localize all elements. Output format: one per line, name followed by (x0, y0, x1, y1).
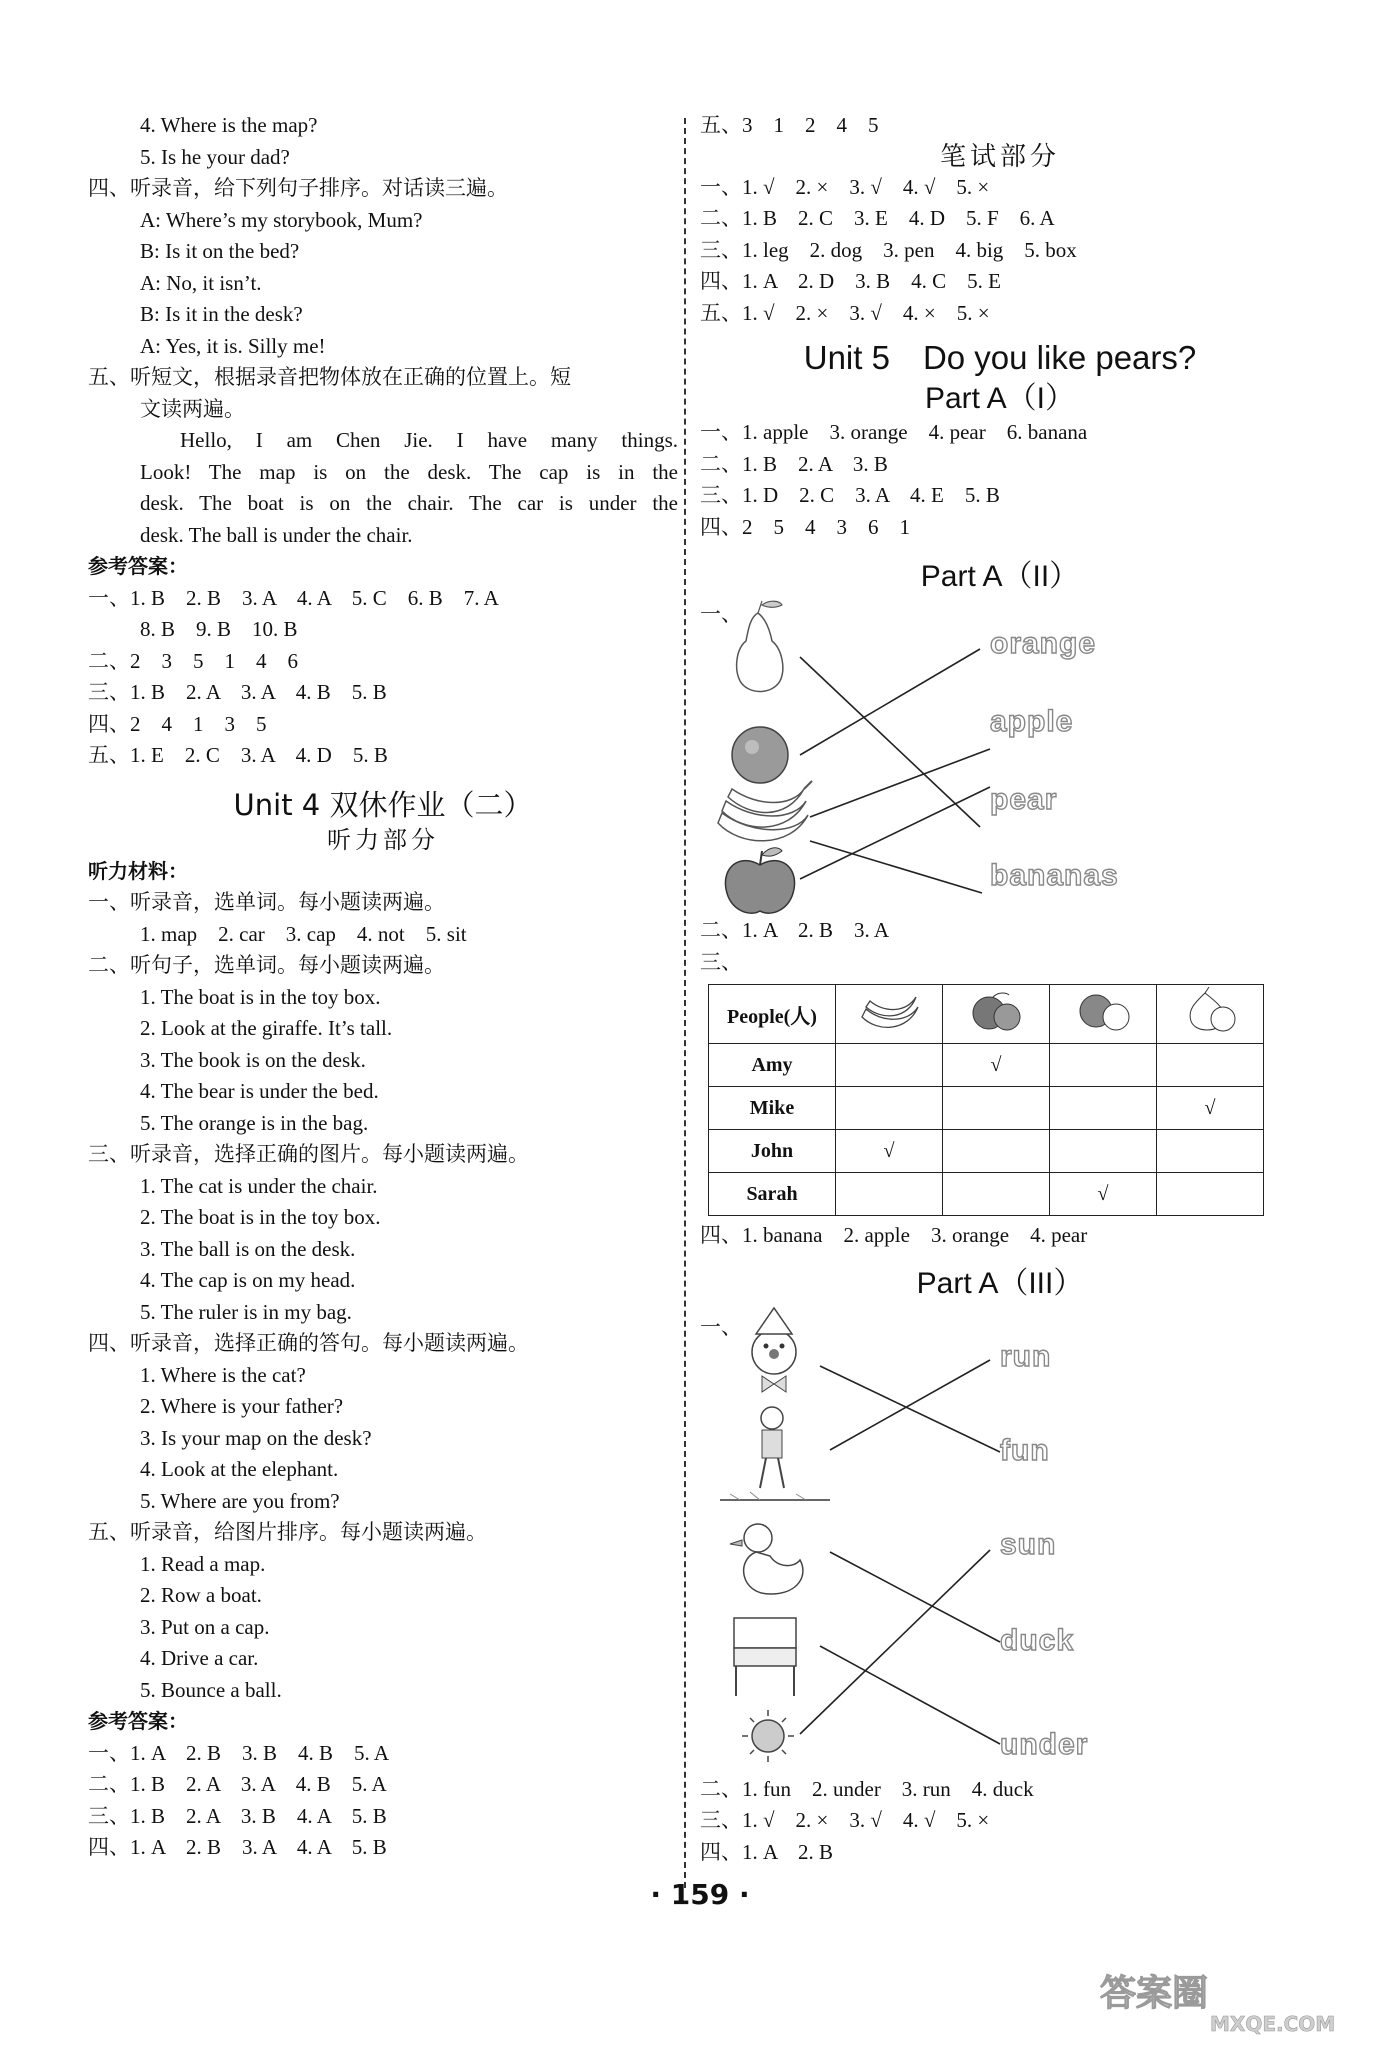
answer-line: 四、1. A 2. B 3. A 4. A 5. B (88, 1835, 387, 1859)
item-line: 1. map 2. car 3. cap 4. not 5. sit (140, 921, 467, 946)
word-run: run (1000, 1339, 1052, 1373)
page-number: · 159 · (650, 1878, 750, 1911)
watermark-text: 答案圈 (1100, 1973, 1209, 2014)
part-title: Part A（I） (924, 382, 1076, 415)
sun-icon (742, 1710, 794, 1762)
item-line: 2. Row a boat. (140, 1583, 262, 1607)
part-title: Part A（III） (916, 1266, 1084, 1300)
item-line: 5. Bounce a ball. (140, 1677, 282, 1702)
match-line (820, 1366, 1000, 1452)
paragraph-line: desk. The boat is on the chair. The car is under the (140, 491, 678, 515)
answer-line: 二、1. B 2. C 3. E 4. D 5. F 6. A (700, 206, 1055, 230)
section-label: 一、 (700, 1314, 742, 1339)
item-line: 1. The boat is in the toy box. (140, 984, 381, 1009)
item-line: 2. Where is your father? (140, 1394, 344, 1418)
answer-line: 四、1. banana 2. apple 3. orange 4. pear (700, 1223, 1088, 1247)
column-divider (684, 118, 686, 1888)
section-heading: 四、听录音，选择正确的答句。每小题读两遍。 (88, 1331, 529, 1355)
row-name: Mike (709, 1087, 836, 1130)
pear-icon (1157, 985, 1264, 1044)
orange-icon (1050, 985, 1157, 1044)
item-line: 5. The ruler is in my bag. (140, 1299, 352, 1324)
answer-line: 三、1. B 2. A 3. A 4. B 5. B (88, 680, 387, 704)
unit-title: Unit 5 Do you like pears? (803, 339, 1197, 376)
duck-icon (730, 1524, 803, 1594)
section-heading: 文读两遍。 (140, 396, 245, 421)
written-title: 笔试部分 (939, 141, 1060, 172)
answer-line: 二、1. fun 2. under 3. run 4. duck (700, 1776, 1034, 1801)
answer-line: 8. B 9. B 10. B (140, 617, 298, 641)
match-line (800, 787, 990, 879)
section-label: 一、 (700, 602, 742, 626)
pear-icon (737, 601, 783, 692)
word-under: under (1000, 1727, 1089, 1761)
row-name: Sarah (709, 1173, 836, 1216)
text-line: 5. Is he your dad? (140, 144, 290, 169)
paragraph-line: desk. The ball is under the chair. (140, 522, 413, 547)
tick-mark: √ (836, 1130, 943, 1173)
fruit-preference-table (708, 984, 1264, 1216)
answer-line: 四、2 5 4 3 6 1 (700, 514, 910, 539)
paragraph-line: Look! The map is on the desk. The cap is in the (140, 459, 678, 484)
left-column (88, 110, 678, 1864)
word-matching-figure (700, 1304, 1300, 1774)
section-label: 三、 (700, 949, 742, 974)
item-line: 4. Look at the elephant. (140, 1457, 339, 1481)
answer-line: 一、1. √ 2. × 3. √ 4. √ 5. × (700, 174, 990, 199)
dialog-line: A: Yes, it is. Silly me! (140, 333, 326, 358)
clown-icon (752, 1308, 796, 1392)
section-heading: 一、听录音，选单词。每小题读两遍。 (88, 890, 445, 914)
answer-line: 三、1. leg 2. dog 3. pen 4. big 5. box (700, 237, 1077, 262)
word-pear: pear (990, 783, 1058, 816)
answer-line: 一、1. apple 3. orange 4. pear 6. banana (700, 420, 1088, 444)
table-row (709, 1087, 1264, 1130)
item-line: 1. The cat is under the chair. (140, 1173, 378, 1198)
item-line: 5. Where are you from? (140, 1488, 340, 1513)
unit-title: Unit 4 双休作业（二） (233, 787, 533, 822)
row-name: Amy (709, 1044, 836, 1087)
section-heading: 四、听录音，给下列句子排序。对话读三遍。 (88, 176, 508, 200)
word-duck: duck (1000, 1623, 1075, 1657)
match-line (810, 749, 990, 817)
match-line (810, 841, 982, 893)
item-line: 3. Is your map on the desk? (140, 1425, 372, 1450)
word-bananas: bananas (990, 859, 1119, 892)
boy-icon (720, 1407, 830, 1500)
answer-line: 一、1. B 2. B 3. A 4. A 5. C 6. B 7. A (88, 585, 499, 610)
item-line: 3. Put on a cap. (140, 1614, 270, 1639)
chair-icon (734, 1618, 796, 1696)
part-title: Part A（II） (920, 560, 1080, 593)
answer-line: 五、1. E 2. C 3. A 4. D 5. B (88, 743, 388, 767)
dialog-line: A: Where’s my storybook, Mum? (140, 207, 423, 232)
banana-icon (718, 781, 812, 841)
paragraph-line: Hello, I am Chen Jie. I have many things. (180, 428, 678, 452)
answer-line: 五、3 1 2 4 5 (700, 113, 879, 137)
tick-mark: √ (943, 1044, 1050, 1087)
match-line (800, 649, 980, 755)
orange-icon (732, 727, 788, 783)
answer-line: 四、1. A 2. D 3. B 4. C 5. E (700, 269, 1002, 293)
section-heading: 五、听短文，根据录音把物体放在正确的位置上。短 (88, 365, 571, 389)
dialog-line: A: No, it isn’t. (140, 270, 262, 295)
item-line: 1. Where is the cat? (140, 1362, 306, 1387)
apple-icon (943, 985, 1050, 1044)
fruit-matching-figure (700, 597, 1300, 915)
banana-icon (836, 985, 943, 1044)
answer-line: 三、1. √ 2. × 3. √ 4. √ 5. × (700, 1808, 990, 1832)
table-row (709, 1044, 1264, 1087)
word-orange: orange (990, 627, 1097, 660)
dialog-line: B: Is it in the desk? (140, 302, 303, 326)
watermark-url: MXQE.COM (1210, 2012, 1336, 2036)
apple-icon (725, 848, 794, 913)
match-line (820, 1646, 1000, 1744)
answer-line: 二、1. A 2. B 3. A (700, 918, 890, 942)
watermark-logo (1090, 1965, 1380, 2037)
section-heading: 五、听录音，给图片排序。每小题读两遍。 (88, 1520, 487, 1544)
answer-line: 二、2 3 5 1 4 6 (88, 648, 298, 673)
answer-line: 二、1. B 2. A 3. B (700, 451, 888, 476)
item-line: 5. The orange is in the bag. (140, 1110, 369, 1135)
item-line: 3. The ball is on the desk. (140, 1236, 356, 1261)
answers-label: 参考答案： (88, 554, 188, 578)
text-line: 4. Where is the map? (140, 113, 318, 137)
item-line: 1. Read a map. (140, 1551, 266, 1576)
item-line: 2. Look at the giraffe. It’s tall. (140, 1016, 393, 1040)
answer-line: 二、1. B 2. A 3. A 4. B 5. A (88, 1772, 387, 1796)
tick-mark: √ (1157, 1087, 1264, 1130)
answer-line: 一、1. A 2. B 3. B 4. B 5. A (88, 1740, 390, 1765)
item-line: 3. The book is on the desk. (140, 1047, 366, 1072)
table-row (709, 1130, 1264, 1173)
table-row (709, 1173, 1264, 1216)
item-line: 2. The boat is in the toy box. (140, 1205, 381, 1229)
answer-line: 四、2 4 1 3 5 (88, 711, 267, 736)
item-line: 4. The bear is under the bed. (140, 1079, 379, 1103)
table-header-people: People(人) (709, 985, 836, 1044)
answers-label: 参考答案： (88, 1709, 188, 1733)
right-column (700, 110, 1300, 1868)
section-heading: 三、听录音，选择正确的图片。每小题读两遍。 (88, 1142, 529, 1166)
match-line (800, 657, 980, 827)
section-heading: 二、听句子，选单词。每小题读两遍。 (88, 953, 445, 977)
material-label: 听力材料： (88, 858, 188, 883)
unit-subtitle: 听力部分 (327, 825, 439, 854)
answer-line: 五、1. √ 2. × 3. √ 4. × 5. × (700, 300, 990, 325)
answer-line: 三、1. B 2. A 3. B 4. A 5. B (88, 1803, 387, 1828)
tick-mark: √ (1050, 1173, 1157, 1216)
word-apple: apple (990, 705, 1074, 738)
item-line: 4. Drive a car. (140, 1646, 259, 1670)
word-fun: fun (1000, 1433, 1050, 1467)
answer-line: 三、1. D 2. C 3. A 4. E 5. B (700, 483, 1000, 507)
match-line (800, 1550, 990, 1734)
row-name: John (709, 1130, 836, 1173)
word-sun: sun (1000, 1527, 1057, 1561)
dialog-line: B: Is it on the bed? (140, 239, 300, 263)
item-line: 4. The cap is on my head. (140, 1268, 356, 1292)
answer-line: 四、1. A 2. B (700, 1839, 834, 1864)
